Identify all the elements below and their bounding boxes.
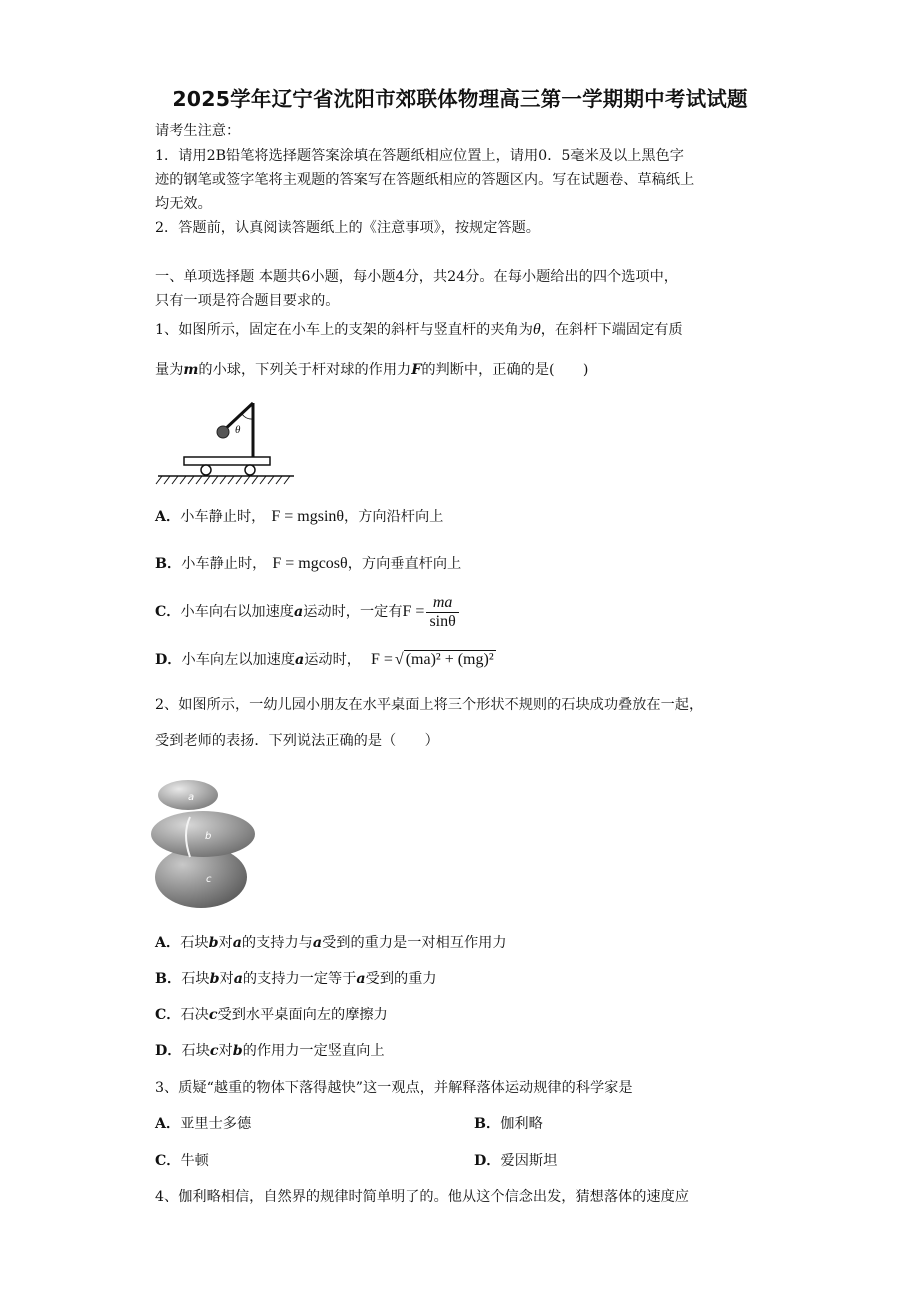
q1-stem-text: 1、如图所示，固定在小车上的支架的斜杆与竖直杆的夹角为 (155, 322, 533, 338)
notice-line-1: 1．请用2B铅笔将选择题答案涂填在答题纸相应位置上，请用0．5毫米及以上黑色字 (155, 148, 684, 164)
section-heading-line-1: 一、单项选择题 本题共6小题，每小题4分，共24分。在每小题给出的四个选项中， (155, 269, 678, 285)
q2-option-b: B．石块b对a的支持力一定等于a受到的重力 (155, 971, 437, 987)
q1-stem-line-1 (155, 320, 683, 340)
q1-option-d: D．小车向左以加速度a运动时， F = √ (ma)² + (mg)² (155, 651, 494, 668)
q3-option-b: B．伽利略 (474, 1116, 543, 1132)
notice-line-4: 2．答题前，认真阅读答题纸上的《注意事项》，按规定答题。 (155, 220, 540, 236)
q1-theta-symbol: θ (532, 321, 541, 338)
q1-mass-symbol: m (183, 362, 199, 378)
section-heading-line-2: 只有一项是符合题目要求的。 (155, 293, 340, 309)
page-title: 2025学年辽宁省沈阳市郊联体物理高三第一学期期中考试试题 (172, 87, 748, 111)
stone-c-label: c (206, 874, 212, 885)
q1-option-a-formula: F = mgsinθ (271, 508, 345, 525)
q1-option-d-radical-sign: √ (394, 651, 404, 668)
q1-force-symbol: F (411, 362, 422, 378)
q1-figure-theta-label: θ (235, 424, 241, 436)
q1-cart-figure (150, 395, 300, 490)
q1-option-d-radicand: (ma)² + (mg)² (405, 651, 494, 668)
q2-option-c: C．石决c受到水平桌面向左的摩擦力 (155, 1007, 388, 1023)
q1-option-a: A．小车静止时， F = mgsinθ，方向沿杆向上 (155, 508, 444, 525)
notice-line-3: 均无效。 (155, 196, 212, 212)
q1-option-c: C．小车向右以加速度a运动时，一定有F = $\frac{ma}{\sin\theta}$ (155, 592, 461, 632)
q2-option-a: A．石块b对a的支持力与a受到的重力是一对相互作用力 (155, 935, 507, 951)
q2-stem-line-1: 2、如图所示，一幼儿园小朋友在水平桌面上将三个形状不规则的石块成功叠放在一起， (155, 697, 704, 713)
q3-option-d: D．爱因斯坦 (474, 1153, 558, 1169)
q2-option-d: D．石块c对b的作用力一定竖直向上 (155, 1043, 385, 1059)
q3-option-a: A．亚里士多德 (155, 1116, 252, 1132)
notice-heading: 请考生注意： (155, 123, 241, 139)
q3-option-c: C．牛顿 (155, 1153, 209, 1169)
stone-a-label: a (188, 792, 195, 803)
stone-b-label: b (205, 831, 212, 842)
q2-stones-figure (150, 772, 260, 912)
q1-stem-line-2: 量为m的小球，下列关于杆对球的作用力F的判断中，正确的是( ) (155, 362, 589, 378)
q4-stem: 4、伽利略相信，自然界的规律时简单明了的。他从这个信念出发，猜想落体的速度应 (155, 1189, 689, 1205)
q2-stem-line-2: 受到老师的表扬．下列说法正确的是（ ） (155, 733, 439, 749)
notice-line-2: 迹的钢笔或签字笔将主观题的答案写在答题纸相应的答题区内。写在试题卷、草稿纸上 (155, 172, 695, 188)
q1-option-c-fraction: $\frac{ma}{\sin\theta}$ (426, 594, 458, 631)
q1-option-b: B．小车静止时， F = mgcosθ，方向垂直杆向上 (155, 555, 462, 572)
q1-option-b-formula: F = mgcosθ (272, 555, 348, 572)
q1-stem-text-tail: ，在斜杆下端固定有质 (540, 322, 683, 338)
q3-stem: 3、质疑“越重的物体下落得越快”这一观点，并解释落体运动规律的科学家是 (155, 1080, 633, 1096)
